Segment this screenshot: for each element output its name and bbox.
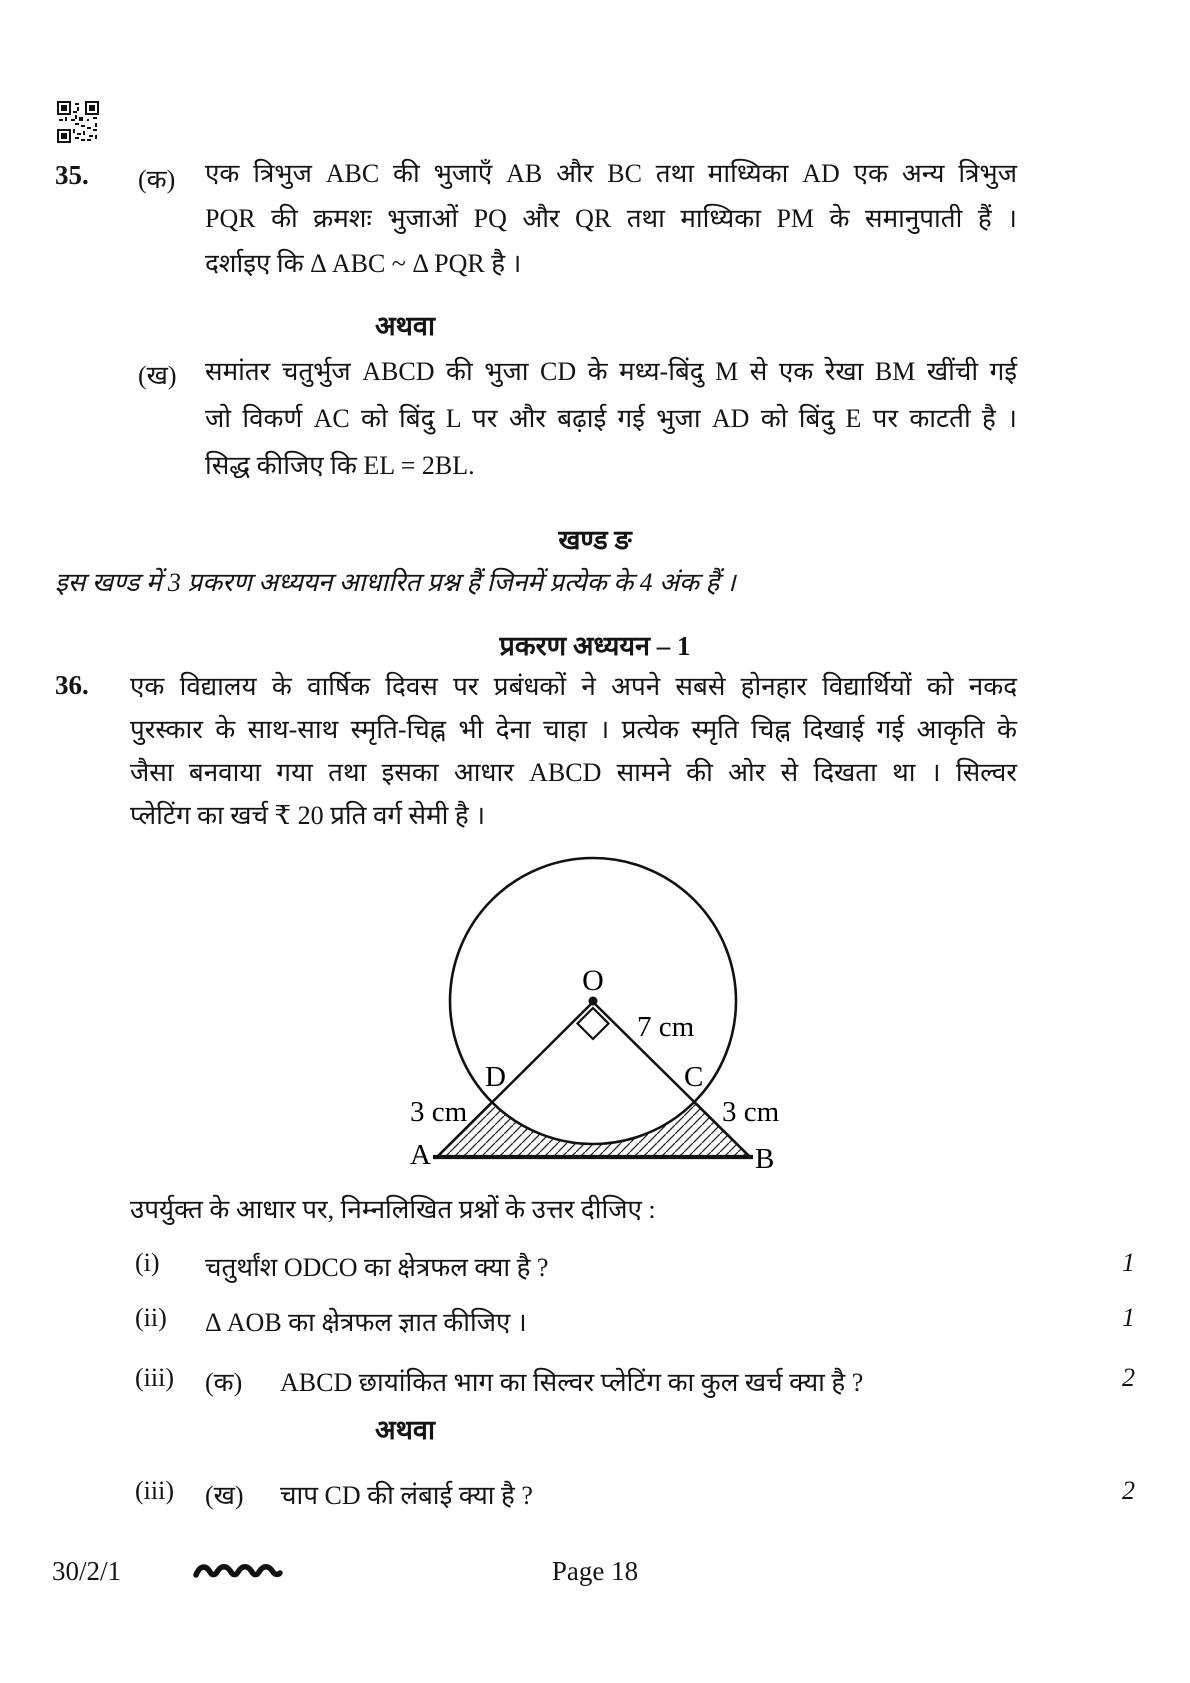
- section-note: इस खण्ड में 3 प्रकरण अध्ययन आधारित प्रश्न हैं जिनमें प्रत्येक के 4 अंक हैं ।: [55, 568, 736, 597]
- sub-iii-b-marks: 2: [1122, 1476, 1135, 1505]
- q36-or-label: अथवा: [375, 1415, 435, 1445]
- q35-or-label: अथवा: [375, 311, 435, 341]
- sub-iii-a-part: (क): [205, 1368, 243, 1397]
- label-O: O: [582, 964, 604, 997]
- sub-iii-a-marks: 2: [1122, 1363, 1135, 1392]
- case-study-title: प्रकरण अध्ययन – 1: [499, 631, 691, 661]
- label-3cm-left: 3 cm: [410, 1096, 468, 1128]
- q35b-line-1: समांतर चतुर्भुज ABCD की भुजा CD के मध्य-बिंदु M से एक रेखा BM खींची गई: [205, 357, 1017, 386]
- q35b-line-2: जो विकर्ण AC को बिंदु L पर और बढ़ाई गई भुजा AD को बिंदु E पर काटती है ।: [205, 404, 1017, 433]
- q35a-line-1: एक त्रिभुज ABC की भुजाएँ AB और BC तथा माध्यिका AD एक अन्य त्रिभुज: [205, 159, 1017, 188]
- sub-ii-marks: 1: [1122, 1303, 1135, 1332]
- q35-part-a-text: [205, 151, 1017, 286]
- label-3cm-right: 3 cm: [722, 1096, 780, 1128]
- q36-line-4: प्लेटिंग का खर्च ₹ 20 प्रति वर्ग सेमी है ।: [130, 801, 486, 830]
- sub-iii-a-num: (iii): [135, 1363, 174, 1392]
- q35a-line-2: PQR की क्रमशः भुजाओं PQ और QR तथा माध्यिका PM के समानुपाती हैं ।: [205, 204, 1017, 233]
- q35-part-b-label: (ख): [138, 361, 177, 390]
- q36-text: [130, 665, 1017, 837]
- sub-iii-b-text: चाप CD की लंबाई क्या है ?: [280, 1481, 533, 1510]
- footer-paper-code: 30/2/1: [52, 1556, 122, 1586]
- sub-iii-b-part: (ख): [205, 1481, 244, 1510]
- q35-number: 35.: [55, 160, 89, 190]
- q35a-line-3: दर्शाइए कि Δ ABC ~ Δ PQR है ।: [205, 249, 522, 278]
- q36-intro: उपर्युक्त के आधार पर, निम्नलिखित प्रश्नों के उत्तर दीजिए :: [130, 1195, 656, 1224]
- sub-iii-b-num: (iii): [135, 1476, 174, 1505]
- sub-i-num: (i): [135, 1248, 160, 1277]
- footer-page-number: Page 18: [551, 1556, 639, 1586]
- q35b-line-3: सिद्ध कीजिए कि EL = 2BL.: [205, 451, 475, 480]
- label-A: A: [410, 1139, 431, 1171]
- center-dot: [589, 997, 598, 1006]
- sub-ii-num: (ii): [135, 1303, 167, 1332]
- label-D: D: [485, 1061, 506, 1093]
- sub-iii-a-text: ABCD छायांकित भाग का सिल्वर प्लेटिंग का कुल खर्च क्या है ?: [280, 1368, 864, 1397]
- q36-line-1: एक विद्यालय के वार्षिक दिवस पर प्रबंधकों ने अपने सबसे होनहार विद्यार्थियों को नकद: [130, 672, 1017, 701]
- memento-figure: [360, 845, 840, 1180]
- label-7cm: 7 cm: [637, 1011, 695, 1043]
- q36-line-2: पुरस्कार के साथ-साथ स्मृति-चिह्न भी देना चाहा । प्रत्येक स्मृति चिह्न दिखाई गई आकृति के: [130, 715, 1017, 744]
- q35-part-b-text: [205, 348, 1017, 489]
- q35-part-a-label: (क): [138, 165, 176, 194]
- section-title: खण्ड ङ: [558, 525, 632, 555]
- q36-line-3: जैसा बनवाया गया तथा इसका आधार ABCD सामने की ओर से दिखता था । सिल्वर: [130, 758, 1017, 787]
- qr-code: [57, 101, 99, 143]
- label-B: B: [755, 1143, 775, 1175]
- sub-i-text: चतुर्थांश ODCO का क्षेत्रफल क्या है ?: [205, 1253, 549, 1282]
- sub-i-marks: 1: [1122, 1248, 1135, 1277]
- label-C: C: [684, 1061, 704, 1093]
- sub-ii-text: Δ AOB का क्षेत्रफल ज्ञात कीजिए ।: [205, 1308, 527, 1337]
- q36-number: 36.: [55, 670, 89, 700]
